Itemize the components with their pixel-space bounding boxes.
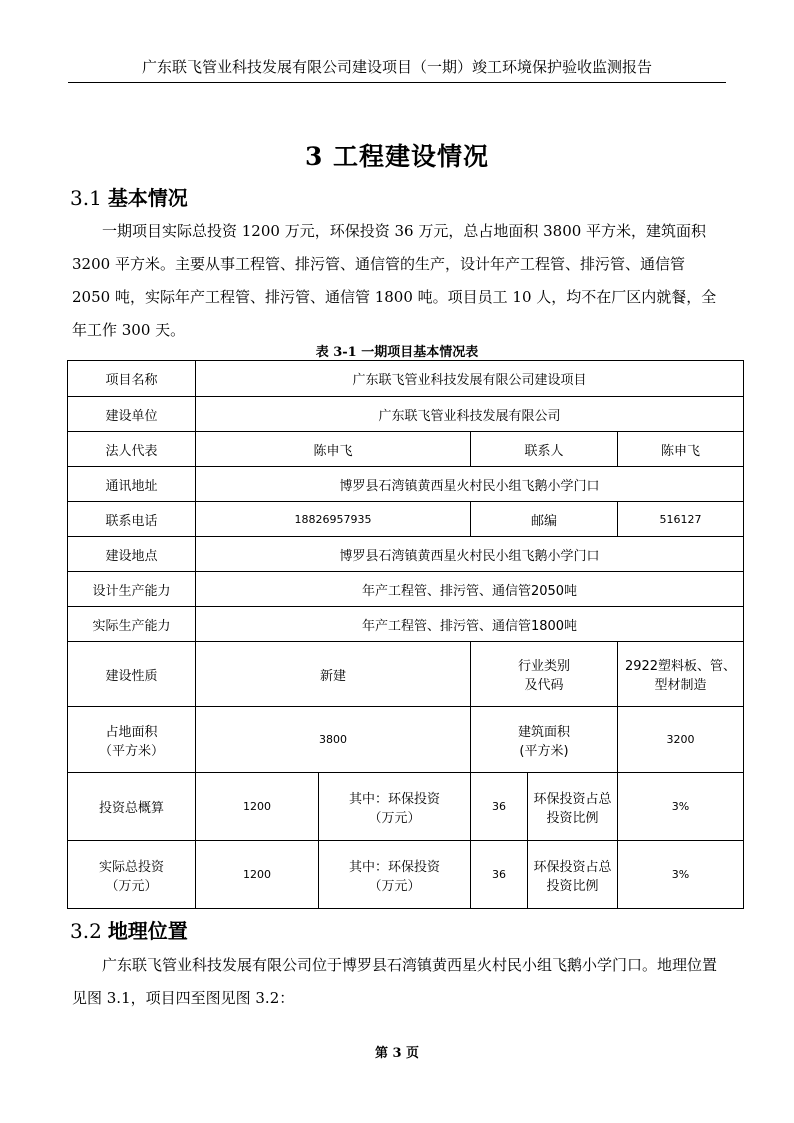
table-row: [68, 841, 744, 909]
table-cell: [68, 707, 196, 773]
table-row: [68, 467, 744, 502]
table-cell: 3800: [196, 707, 471, 773]
table-cell: [528, 841, 618, 909]
table-cell: 建设地点: [68, 537, 196, 572]
table-cell: [471, 642, 618, 707]
table-cell: 联系人: [471, 432, 618, 467]
table-row: [68, 707, 744, 773]
table-row: [68, 607, 744, 642]
table-row: [68, 361, 744, 397]
table-cell: 3%: [618, 773, 744, 841]
table-cell: 1200: [196, 773, 319, 841]
cell-line: （万元）: [368, 878, 421, 894]
table-cell: 博罗县石湾镇黄西星火村民小组飞鹅小学门口: [196, 537, 744, 572]
table-cell: 年产工程管、排污管、通信管2050吨: [196, 572, 744, 607]
table-cell: [319, 773, 471, 841]
project-info-table: [67, 360, 744, 909]
cell-line: (平方米): [519, 743, 569, 759]
cell-line: 建筑面积: [517, 724, 570, 740]
table-cell: 通讯地址: [68, 467, 196, 502]
section-heading-3-1: [70, 182, 188, 211]
cell-line: 投资比例: [546, 878, 599, 894]
section-heading-3-2: [70, 915, 188, 944]
table-cell: 广东联飞管业科技发展有限公司建设项目: [196, 361, 744, 397]
table-cell: 联系电话: [68, 502, 196, 537]
table-cell: [68, 841, 196, 909]
table-cell: 建设单位: [68, 397, 196, 432]
table-row: [68, 773, 744, 841]
table-row: [68, 572, 744, 607]
cell-line: 环保投资占总: [533, 791, 612, 807]
table-cell: 广东联飞管业科技发展有限公司: [196, 397, 744, 432]
page-number: 第 3 页: [374, 1046, 420, 1061]
cell-line: 及代码: [524, 678, 564, 693]
table-cell: 法人代表: [68, 432, 196, 467]
section-number: 3.2: [70, 919, 102, 943]
cell-line: 环保投资占总: [533, 859, 612, 875]
table-cell: [528, 773, 618, 841]
table-cell: [471, 707, 618, 773]
cell-line: 实际总投资: [98, 859, 164, 875]
cell-line: （平方米）: [98, 743, 164, 759]
table-cell: 3200: [618, 707, 744, 773]
cell-line: 投资比例: [546, 810, 599, 826]
table-cell: 36: [471, 841, 528, 909]
table-cell: 陈申飞: [196, 432, 471, 467]
table-row: [68, 397, 744, 432]
table-row: [68, 502, 744, 537]
cell-line: 行业类别: [517, 659, 570, 674]
section-paragraph-3-2: 广东联飞管业科技发展有限公司位于博罗县石湾镇黄西星火村民小组飞鹅小学门口。地理位置见图 3.1，项目四至图见图 3.2：: [72, 956, 718, 1007]
table-row: [68, 642, 744, 707]
table-row: [68, 537, 744, 572]
table-cell: 36: [471, 773, 528, 841]
table-cell: 新建: [196, 642, 471, 707]
section-number: 3.1: [70, 186, 102, 210]
page-header: 广东联飞管业科技发展有限公司建设项目（一期）竣工环境保护验收监测报告: [68, 52, 726, 83]
section-title: 基本情况: [107, 186, 188, 210]
chapter-title: 3 工程建设情况: [304, 142, 490, 171]
table-cell: 18826957935: [196, 502, 471, 537]
table-cell: 516127: [618, 502, 744, 537]
table-cell: 年产工程管、排污管、通信管1800吨: [196, 607, 744, 642]
table-cell: [319, 841, 471, 909]
table-cell: 博罗县石湾镇黄西星火村民小组飞鹅小学门口: [196, 467, 744, 502]
section-title: 地理位置: [107, 919, 188, 943]
table-cell: 陈申飞: [618, 432, 744, 467]
table-cell: 设计生产能力: [68, 572, 196, 607]
cell-line: （万元）: [105, 878, 158, 894]
table-cell: 1200: [196, 841, 319, 909]
table-cell: 2922塑料板、管、型材制造: [618, 642, 744, 707]
cell-line: 其中：环保投资: [348, 791, 440, 807]
table-cell: 邮编: [471, 502, 618, 537]
cell-line: 其中：环保投资: [348, 859, 440, 875]
table-caption: 表 3-1 一期项目基本情况表: [315, 345, 479, 360]
cell-line: （万元）: [368, 810, 421, 826]
table-cell: 实际生产能力: [68, 607, 196, 642]
table-row: [68, 432, 744, 467]
cell-line: 占地面积: [105, 724, 158, 740]
table-cell: 建设性质: [68, 642, 196, 707]
table-cell: 投资总概算: [68, 773, 196, 841]
table-cell: 项目名称: [68, 361, 196, 397]
section-paragraph-3-1: 一期项目实际总投资 1200 万元，环保投资 36 万元，总占地面积 3800 平方米，建筑面积 3200 平方米。主要从事工程管、排污管、通信管的生产，设计年产工程管、排污管、通信管 2050 吨，实际年产工程管、排污管、通信管 1800 吨。项目员工 10 人，均不在厂区内就餐，全年工作 300 天。: [72, 222, 717, 339]
table-cell: 3%: [618, 841, 744, 909]
